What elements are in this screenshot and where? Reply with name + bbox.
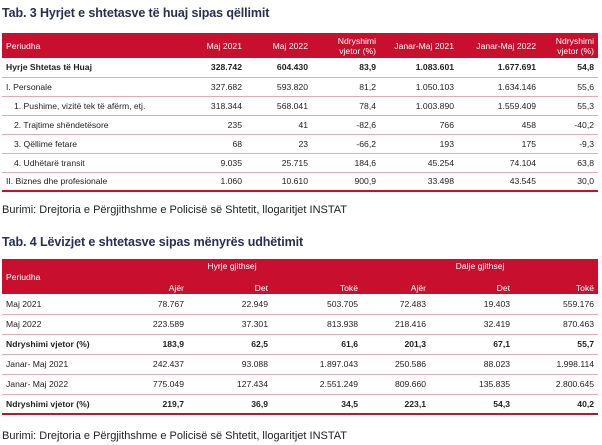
table3-header-janmay2021: Janar-Maj 2021 bbox=[380, 33, 458, 58]
cell: 813.938 bbox=[272, 314, 362, 334]
row-label: Ndryshimi vjetor (%) bbox=[2, 394, 102, 414]
table4-header-air-in: Ajër bbox=[102, 282, 188, 294]
cell: 55,6 bbox=[540, 77, 598, 96]
table-row bbox=[2, 115, 598, 134]
table4-title: Tab. 4 Lëvizjet e shtetasve sipas mënyrës udhëtimit bbox=[2, 235, 304, 249]
cell: 870.463 bbox=[514, 314, 598, 334]
cell: 1.897.043 bbox=[272, 354, 362, 374]
cell: 78,4 bbox=[312, 96, 380, 115]
cell: 2.800.645 bbox=[514, 374, 598, 394]
cell: -66,2 bbox=[312, 134, 380, 153]
table3-header-change1: Ndryshimi vjetor (%) bbox=[312, 33, 380, 58]
table-row bbox=[2, 134, 598, 153]
table3-header-janmay2022: Janar-Maj 2022 bbox=[458, 33, 540, 58]
cell: 74.104 bbox=[458, 153, 540, 172]
cell: 78.767 bbox=[102, 294, 188, 314]
row-label: Maj 2022 bbox=[2, 314, 102, 334]
table3 bbox=[2, 33, 598, 192]
cell: 83,9 bbox=[312, 58, 380, 77]
cell: 34,5 bbox=[272, 394, 362, 414]
cell: 41 bbox=[246, 115, 312, 134]
table4-subheader-row bbox=[2, 282, 598, 294]
table4-header-sea-out: Det bbox=[430, 282, 514, 294]
cell: 775.049 bbox=[102, 374, 188, 394]
table4-header-land-in: Tokë bbox=[272, 282, 362, 294]
table-row bbox=[2, 172, 598, 191]
row-label: II. Biznes dhe profesionale bbox=[2, 172, 180, 191]
row-label: Ndryshimi vjetor (%) bbox=[2, 334, 102, 354]
cell: 30,0 bbox=[540, 172, 598, 191]
cell: 193 bbox=[380, 134, 458, 153]
cell: 1.559.409 bbox=[458, 96, 540, 115]
cell: 250.586 bbox=[362, 354, 430, 374]
table3-header-period: Periudha bbox=[2, 33, 180, 58]
cell: 67,1 bbox=[430, 334, 514, 354]
cell: 43.545 bbox=[458, 172, 540, 191]
row-label: 2. Trajtime shëndetësore bbox=[2, 115, 180, 134]
table4-group-header-row bbox=[2, 259, 598, 272]
cell: -9,3 bbox=[540, 134, 598, 153]
cell: 809.660 bbox=[362, 374, 430, 394]
table4 bbox=[2, 259, 598, 415]
cell: 55,7 bbox=[514, 334, 598, 354]
cell: 36,9 bbox=[188, 394, 272, 414]
cell: 223.589 bbox=[102, 314, 188, 334]
table3-header-row bbox=[2, 33, 598, 58]
cell: 900,9 bbox=[312, 172, 380, 191]
cell: 45.254 bbox=[380, 153, 458, 172]
cell: 127.434 bbox=[188, 374, 272, 394]
cell: 1.634.146 bbox=[458, 77, 540, 96]
cell: 458 bbox=[458, 115, 540, 134]
row-label: Janar- Maj 2022 bbox=[2, 374, 102, 394]
cell: 9.035 bbox=[180, 153, 246, 172]
cell: 242.437 bbox=[102, 354, 188, 374]
table-row bbox=[2, 77, 598, 96]
table-row bbox=[2, 96, 598, 115]
table-row bbox=[2, 314, 598, 334]
row-label: Janar- Maj 2021 bbox=[2, 354, 102, 374]
row-label: 3. Qëllime fetare bbox=[2, 134, 180, 153]
cell: 54,8 bbox=[540, 58, 598, 77]
table3-source: Burimi: Drejtoria e Përgjithshme e Policisë së Shtetit, llogaritjet INSTAT bbox=[2, 204, 347, 216]
cell: 318.344 bbox=[180, 96, 246, 115]
table4-header-land-out: Tokë bbox=[514, 282, 598, 294]
cell: 40,2 bbox=[514, 394, 598, 414]
cell: 19.403 bbox=[430, 294, 514, 314]
row-label: 1. Pushime, vizitë tek të afërm, etj. bbox=[2, 96, 180, 115]
cell: 54,3 bbox=[430, 394, 514, 414]
cell: 223,1 bbox=[362, 394, 430, 414]
cell: 1.083.601 bbox=[380, 58, 458, 77]
cell: 503.705 bbox=[272, 294, 362, 314]
cell: 593.820 bbox=[246, 77, 312, 96]
table-row bbox=[2, 354, 598, 374]
table4-group-arrivals: Hyrje gjithsej bbox=[102, 259, 362, 272]
cell: 1.060 bbox=[180, 172, 246, 191]
row-label: Hyrje Shtetas të Huaj bbox=[2, 58, 180, 77]
cell: 1.050.103 bbox=[380, 77, 458, 96]
cell: 327.682 bbox=[180, 77, 246, 96]
cell: 93.088 bbox=[188, 354, 272, 374]
cell: 61,6 bbox=[272, 334, 362, 354]
row-label: I. Personale bbox=[2, 77, 180, 96]
table4-period-row bbox=[2, 272, 598, 282]
cell: 604.430 bbox=[246, 58, 312, 77]
cell: 1.998.114 bbox=[514, 354, 598, 374]
cell: 235 bbox=[180, 115, 246, 134]
cell: 218.416 bbox=[362, 314, 430, 334]
table4-header-air-out: Ajër bbox=[362, 282, 430, 294]
table4-source: Burimi: Drejtoria e Përgjithshme e Policisë së Shtetit, llogaritjet INSTAT bbox=[2, 430, 347, 442]
cell: 81,2 bbox=[312, 77, 380, 96]
cell: 62,5 bbox=[188, 334, 272, 354]
table-row bbox=[2, 374, 598, 394]
cell: 1.677.691 bbox=[458, 58, 540, 77]
cell: -40,2 bbox=[540, 115, 598, 134]
cell: 37.301 bbox=[188, 314, 272, 334]
cell: 63,8 bbox=[540, 153, 598, 172]
table-row bbox=[2, 394, 598, 414]
cell: 10.610 bbox=[246, 172, 312, 191]
cell: 184,6 bbox=[312, 153, 380, 172]
cell: 55,3 bbox=[540, 96, 598, 115]
row-label: 4. Udhëtarë transit bbox=[2, 153, 180, 172]
table-row bbox=[2, 58, 598, 77]
cell: 183,9 bbox=[102, 334, 188, 354]
cell: 219,7 bbox=[102, 394, 188, 414]
cell: 328.742 bbox=[180, 58, 246, 77]
cell: 25.715 bbox=[246, 153, 312, 172]
table4-header-sea-in: Det bbox=[188, 282, 272, 294]
table-row bbox=[2, 334, 598, 354]
cell: 2.551.249 bbox=[272, 374, 362, 394]
table4-header-period: Periudha bbox=[2, 272, 102, 282]
cell: 32.419 bbox=[430, 314, 514, 334]
table-row bbox=[2, 153, 598, 172]
cell: 68 bbox=[180, 134, 246, 153]
cell: 33.498 bbox=[380, 172, 458, 191]
cell: 1.003.890 bbox=[380, 96, 458, 115]
row-label: Maj 2021 bbox=[2, 294, 102, 314]
cell: 72.483 bbox=[362, 294, 430, 314]
cell: -82,6 bbox=[312, 115, 380, 134]
cell: 22.949 bbox=[188, 294, 272, 314]
table3-title: Tab. 3 Hyrjet e shtetasve të huaj sipas qëllimit bbox=[2, 6, 270, 20]
cell: 201,3 bbox=[362, 334, 430, 354]
table3-header-change2: Ndryshimi vjetor (%) bbox=[540, 33, 598, 58]
table4-group-departures: Dalje gjithsej bbox=[362, 259, 598, 272]
table3-header-may2022: Maj 2022 bbox=[246, 33, 312, 58]
cell: 135.835 bbox=[430, 374, 514, 394]
table-row bbox=[2, 294, 598, 314]
cell: 568.041 bbox=[246, 96, 312, 115]
cell: 559.176 bbox=[514, 294, 598, 314]
cell: 175 bbox=[458, 134, 540, 153]
table3-header-may2021: Maj 2021 bbox=[180, 33, 246, 58]
cell: 88.023 bbox=[430, 354, 514, 374]
cell: 23 bbox=[246, 134, 312, 153]
cell: 766 bbox=[380, 115, 458, 134]
